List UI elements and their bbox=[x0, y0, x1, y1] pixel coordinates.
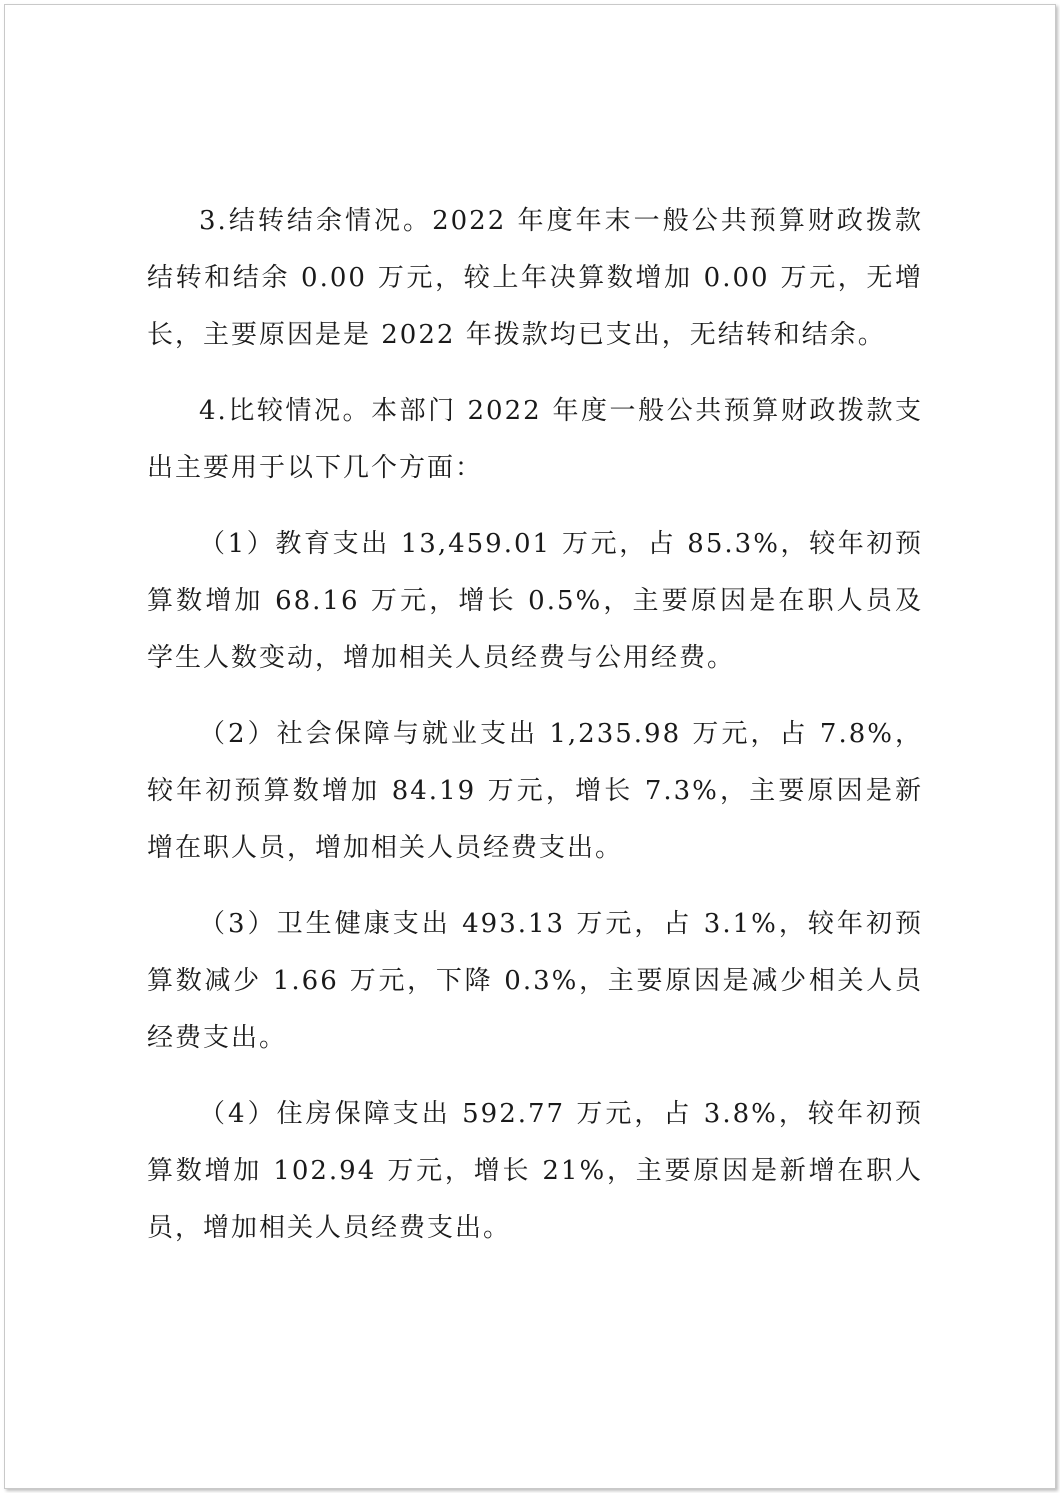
document-body bbox=[147, 193, 923, 1257]
paragraph-social-security-expenditure: （2）社会保障与就业支出 1,235.98 万元，占 7.8%，较年初预算数增加 84.19 万元，增长 7.3%，主要原因是新增在职人员，增加相关人员经费支出。 bbox=[147, 719, 923, 863]
paragraph-health-expenditure: （3）卫生健康支出 493.13 万元，占 3.1%，较年初预算数减少 1.66 万元，下降 0.3%，主要原因是减少相关人员经费支出。 bbox=[147, 909, 923, 1053]
paragraph-comparison-intro: 4.比较情况。本部门 2022 年度一般公共预算财政拨款支出主要用于以下几个方面： bbox=[147, 396, 923, 483]
paragraph-education-expenditure: （1）教育支出 13,459.01 万元，占 85.3%，较年初预算数增加 68.16 万元，增长 0.5%，主要原因是在职人员及学生人数变动，增加相关人员经费与公用经费。 bbox=[147, 529, 923, 673]
paragraph-carryover-balance: 3.结转结余情况。2022 年度年末一般公共预算财政拨款结转和结余 0.00 万元，较上年决算数增加 0.00 万元，无增长，主要原因是是 2022 年拨款均已支出，无结转和结余。 bbox=[147, 206, 923, 350]
paragraph-housing-expenditure: （4）住房保障支出 592.77 万元，占 3.8%，较年初预算数增加 102.94 万元，增长 21%，主要原因是新增在职人员，增加相关人员经费支出。 bbox=[147, 1099, 923, 1243]
document-page bbox=[4, 4, 1056, 1489]
